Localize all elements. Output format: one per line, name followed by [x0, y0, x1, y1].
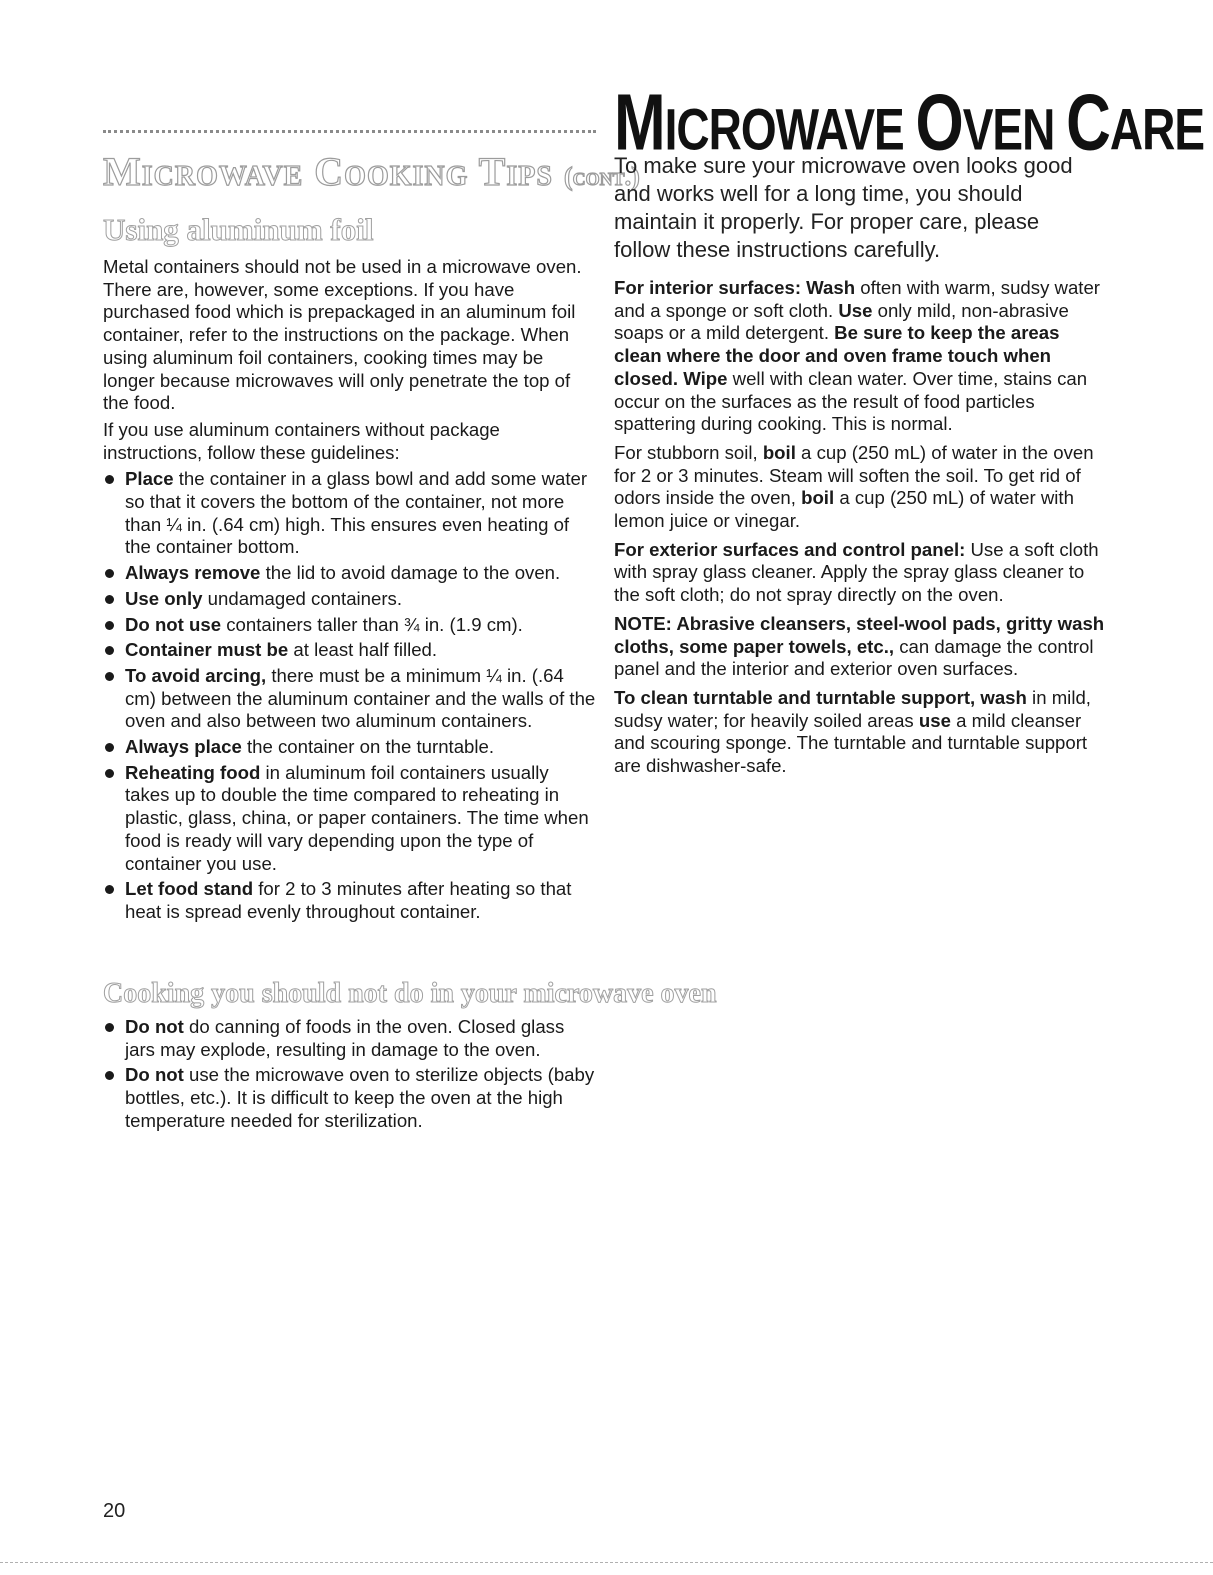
bullet-item [103, 762, 598, 876]
bullet-text: there must be a minimum ¼ in. (.64 cm) between the aluminum container and the walls of the oven and also between two aluminum containers. [125, 664, 596, 732]
bullet-text: undamaged containers. [202, 587, 403, 609]
bottom-rule [0, 1562, 1213, 1563]
right-intro: To make sure your microwave oven looks good and works well for a long time, you should maintain it properly. For proper care, please follow these instructions carefully. [614, 153, 1073, 262]
title-rest: ICROWAVE [664, 95, 904, 163]
section2-bullet-list [103, 1016, 598, 1133]
left-title-cont: (cont.) [563, 162, 640, 191]
bullet-text: do canning of foods in the oven. Closed glass jars may explode, resulting in damage to the oven. [125, 1016, 565, 1060]
bullet-text: in aluminum foil containers usually takes up to double the time compared to reheating in plastic, glass, china, or paper containers. The time when food is ready will vary depending upon the type of container you use. [125, 761, 589, 874]
bullet-text: at least half filled. [288, 639, 438, 661]
header-dotted-rule [103, 130, 596, 133]
bullet-dot-icon [105, 569, 114, 578]
title-word [1066, 79, 1205, 168]
title-initial: C [1066, 79, 1110, 168]
section1-bullet-list [103, 468, 598, 923]
bullet-dot-icon [105, 621, 114, 630]
bullet-dot-icon [105, 769, 114, 778]
bullet-dot-icon [105, 646, 114, 655]
text-run: a cup (250 mL) of water in the oven for 2 or 3 minutes. Steam will soften the soil. To get rid of odors inside the oven, [614, 441, 1094, 509]
care-paragraph-interior [614, 277, 1109, 436]
bullet-item [103, 878, 598, 923]
text-run: often with warm, sudsy water and a sponge or soft cloth. [614, 277, 1100, 321]
care-paragraph-turntable [614, 687, 1109, 778]
bullet-dot-icon [105, 672, 114, 681]
section1-paragraph: If you use aluminum containers without package instructions, follow these guidelines: [103, 418, 500, 463]
bullet-item [103, 1016, 598, 1061]
bullet-lead: To avoid arcing, [125, 664, 267, 686]
text-run: a mild cleanser and scouring sponge. The turntable and turntable support are dishwasher-safe. [614, 709, 1088, 777]
bold-run: NOTE: Abrasive cleansers, steel-wool pads, gritty wash cloths, some paper towels, etc., [614, 612, 1105, 657]
bullet-item [103, 614, 598, 637]
bold-run: boil [762, 441, 796, 463]
section2-heading: Cooking you should not do in your microwave oven [103, 978, 717, 1009]
bullet-text: use the microwave oven to sterilize objects (baby bottles, etc.). It is difficult to keep the oven at the high temperature needed for sterilization. [125, 1064, 595, 1131]
section2-body [103, 1016, 598, 1136]
bullet-text: for 2 to 3 minutes after heating so that heat is spread evenly throughout container. [125, 878, 572, 922]
bullet-lead: Reheating food [125, 761, 261, 783]
bullet-dot-icon [105, 1023, 114, 1032]
bullet-text: the container on the turntable. [241, 736, 495, 758]
bullet-lead: Let food stand [125, 878, 254, 900]
bullet-dot-icon [105, 743, 114, 752]
title-rest: ARE [1109, 95, 1205, 163]
text-run: For stubborn soil, [614, 441, 763, 463]
bullet-lead: Do not use [125, 613, 222, 635]
title-initial: O [915, 79, 963, 168]
bold-run: For exterior surfaces and control panel: [614, 538, 966, 560]
text-run: a cup (250 mL) of water with lemon juice or vinegar. [614, 487, 1074, 532]
care-paragraph-stubborn-soil [614, 442, 1109, 533]
bullet-lead: Place [125, 468, 174, 490]
left-title-text: Microwave Cooking Tips [103, 149, 553, 194]
text-run: can damage the control panel and the interior and exterior oven surfaces. [614, 635, 1094, 680]
bullet-item [103, 562, 598, 585]
bold-run: boil [801, 487, 835, 509]
left-page-title [103, 148, 640, 195]
page-number: 20 [103, 1500, 126, 1522]
bullet-lead: Always place [125, 736, 242, 758]
text-run: well with clean water. Over time, stains can occur on the surfaces as the result of food particles spattering during cooking. This is normal. [614, 367, 1088, 435]
text-run: in mild, sudsy water; for heavily soiled areas [614, 686, 1091, 731]
bullet-lead: Do not [125, 1064, 184, 1086]
care-paragraph-exterior [614, 539, 1109, 607]
care-paragraph-note [614, 613, 1109, 681]
bullet-text: the container in a glass bowl and add some water so that it covers the bottom of the container, not more than ¼ in. (.64 cm) high. This ensures even heating of the container bottom. [125, 468, 588, 558]
bold-run: Be sure to keep the areas clean where the door and oven frame touch when closed. Wipe [614, 322, 1060, 389]
bullet-lead: Always remove [125, 562, 261, 584]
text-run: only mild, non-abrasive soaps or a mild detergent. [614, 299, 1069, 344]
bullet-lead: Do not [125, 1016, 184, 1037]
title-initial: M [614, 79, 665, 168]
section1-paragraph: Metal containers should not be used in a microwave oven. There are, however, some exceptions. If you have purchased food which is prepackaged in an aluminum foil container, refer to the instructions on the package. When using aluminum foil containers, cooking times may be longer because microwaves will only penetrate the top of the food. [103, 256, 582, 414]
bullet-item [103, 736, 598, 759]
bold-run: Use [838, 299, 873, 321]
bullet-item [103, 1064, 598, 1132]
bullet-dot-icon [105, 1071, 114, 1080]
bullet-dot-icon [105, 885, 114, 894]
bullet-text: containers taller than ¾ in. (1.9 cm). [221, 613, 523, 635]
bold-run: For interior surfaces: Wash [614, 277, 856, 298]
section1-heading: Using aluminum foil [103, 212, 374, 247]
bullet-item [103, 665, 598, 733]
title-rest: VEN [962, 95, 1055, 163]
section1-body [103, 256, 598, 927]
bold-run: To clean turntable and turntable support, wash [614, 686, 1027, 708]
bullet-lead: Container must be [125, 639, 289, 661]
bullet-lead: Use only [125, 587, 203, 609]
bullet-dot-icon [105, 475, 114, 484]
bullet-text: the lid to avoid damage to the oven. [260, 562, 561, 584]
bullet-item [103, 468, 598, 559]
bullet-dot-icon [105, 595, 114, 604]
bullet-item [103, 639, 598, 662]
text-run: Use a soft cloth with spray glass cleaner. Apply the spray glass cleaner to the soft cloth; do not spray directly on the oven. [614, 538, 1099, 606]
bullet-item [103, 588, 598, 611]
right-body [614, 277, 1109, 784]
bold-run: use [918, 709, 951, 731]
